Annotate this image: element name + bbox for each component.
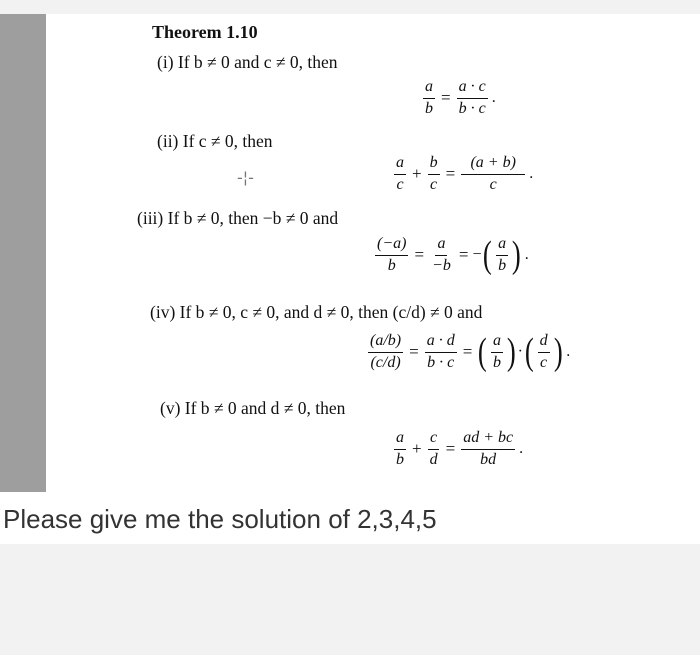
formula-v: $\frac{a}{b}$ + $\frac{c}{d}$ = $\frac{ad + bc}{bd}$ . bbox=[396, 429, 524, 468]
formula-iii: $\frac{(-a)}{b}$ = $\frac{a}{-b}$ = − ( $\frac{a}{b}$ ) . bbox=[377, 234, 529, 277]
formula-iv: $\frac{(a/b)}{(c/d)}$ = $\frac{a \cdot d}{b \cdot c}$ = ( $\frac{a}{b}$ ) · ( $\frac{d}{c}$ ) . bbox=[370, 331, 571, 374]
fraction: $\frac{a \cdot c}{b \cdot c}$ bbox=[458, 78, 486, 117]
fraction: $\frac{a \cdot d}{b \cdot c}$ bbox=[426, 332, 455, 371]
fraction: $\frac{b}{c}$ bbox=[429, 154, 438, 193]
fraction: $\frac{ad + bc}{bd}$ bbox=[463, 429, 514, 468]
statement-ii: (ii) If c ≠ 0, then bbox=[157, 131, 273, 151]
statement-iv: (iv) If b ≠ 0, c ≠ 0, and d ≠ 0, then (c/d) ≠ 0 and bbox=[150, 302, 483, 322]
fraction: $\frac{(-a)}{b}$ bbox=[377, 235, 407, 274]
question-caption: Please give me the solution of 2,3,4,5 bbox=[3, 504, 437, 534]
crosshair-icon: -¦- bbox=[237, 168, 254, 187]
fraction: $\frac{a}{-b}$ bbox=[432, 235, 451, 274]
fraction: $\frac{(a/b)}{(c/d)}$ bbox=[370, 332, 402, 371]
formula-i: $\frac{a}{b}$ = $\frac{a \cdot c}{b \cdot c}$ . bbox=[425, 78, 496, 117]
parenthesized-fraction: ( $\frac{d}{c}$ ) bbox=[524, 331, 563, 374]
parenthesized-fraction: ( $\frac{a}{b}$ ) bbox=[478, 331, 516, 374]
formula-ii: $\frac{a}{c}$ + $\frac{b}{c}$ = $\frac{(a + b)}{c}$ . bbox=[396, 154, 534, 193]
fraction: $\frac{a}{b}$ bbox=[396, 429, 404, 468]
statement-i: (i) If b ≠ 0 and c ≠ 0, then bbox=[157, 52, 338, 72]
parenthesized-fraction: ( $\frac{a}{b}$ ) bbox=[483, 234, 521, 277]
fraction: $\frac{c}{d}$ bbox=[429, 429, 438, 468]
fraction: $\frac{a}{b}$ bbox=[425, 78, 433, 117]
textbook-photo bbox=[0, 14, 700, 492]
fraction: $\frac{a}{c}$ bbox=[396, 154, 404, 193]
statement-v: (v) If b ≠ 0 and d ≠ 0, then bbox=[160, 398, 346, 418]
page-margin-shadow bbox=[0, 14, 46, 492]
theorem-title: Theorem 1.10 bbox=[152, 22, 258, 42]
statement-iii: (iii) If b ≠ 0, then −b ≠ 0 and bbox=[137, 208, 339, 228]
fraction: $\frac{(a + b)}{c}$ bbox=[461, 155, 525, 194]
top-strip bbox=[0, 0, 700, 14]
